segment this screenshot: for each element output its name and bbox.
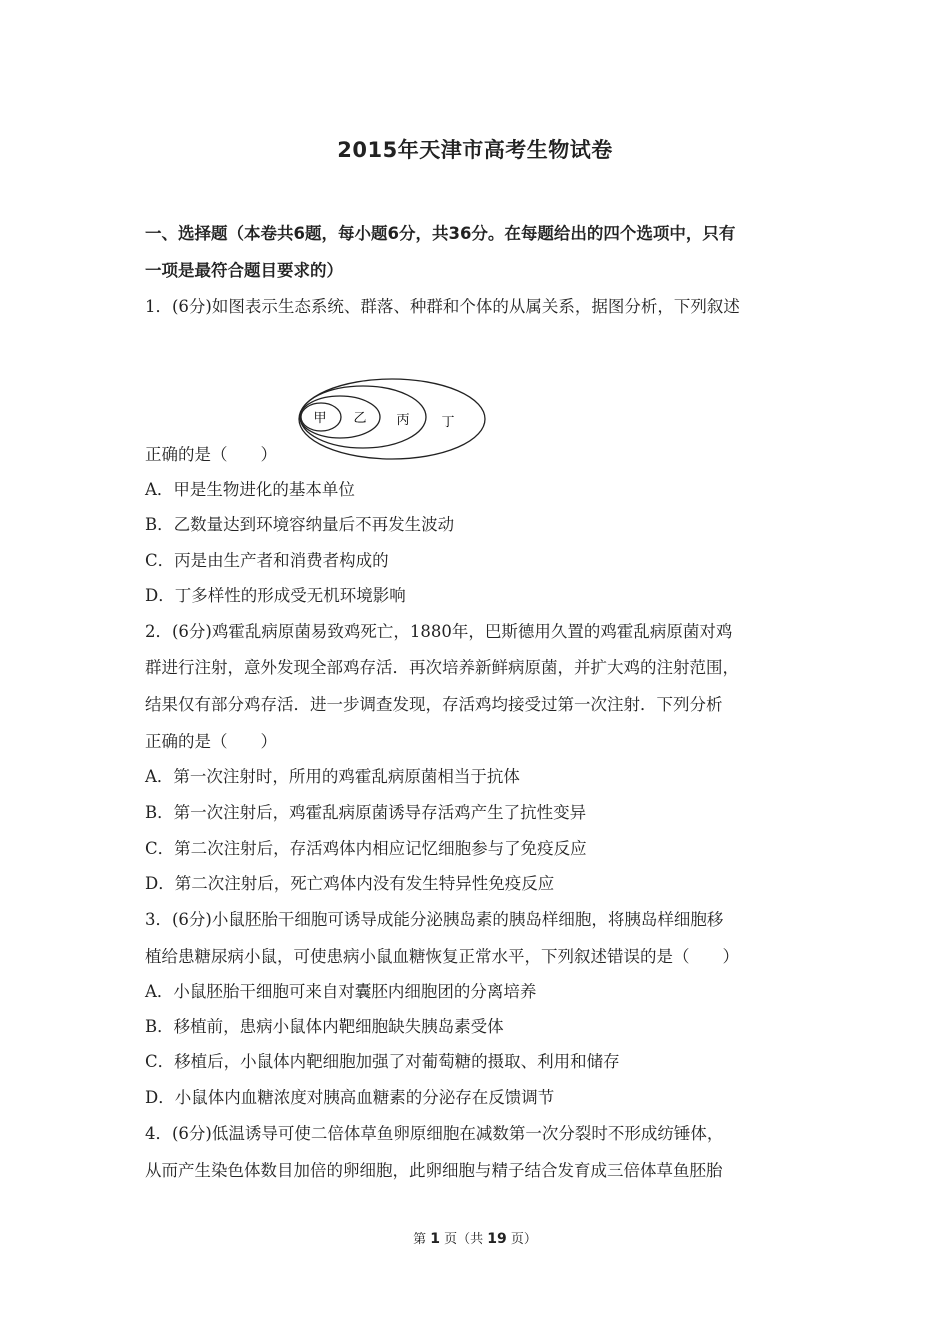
q2-option-c: C．第二次注射后，存活鸡体内相应记忆细胞参与了免疫反应	[145, 839, 587, 858]
footer-prefix: 第	[413, 1232, 431, 1247]
q3-option-d: D．小鼠体内血糖浓度对胰高血糖素的分泌存在反馈调节	[145, 1088, 555, 1107]
q1-stem-end: 正确的是（ ）	[145, 445, 277, 464]
label-b: 乙	[353, 411, 367, 426]
q2-line-4: 正确的是（ ）	[145, 732, 277, 751]
footer-suffix: 页）	[506, 1232, 537, 1247]
label-d: 丁	[441, 415, 455, 430]
footer-page-number: 1	[430, 1231, 440, 1247]
q2-option-b: B．第一次注射后，鸡霍乱病原菌诱导存活鸡产生了抗性变异	[145, 803, 587, 822]
q3-option-c: C．移植后，小鼠体内靶细胞加强了对葡萄糖的摄取、利用和储存	[145, 1052, 620, 1071]
q1-option-b: B．乙数量达到环境容纳量后不再发生波动	[145, 515, 455, 534]
page-footer	[0, 1228, 950, 1247]
label-c: 丙	[396, 413, 410, 428]
footer-total-pages: 19	[487, 1231, 507, 1247]
section-heading-line-2: 一项是最符合题目要求的）	[145, 261, 343, 280]
q1-stem: 1．(6分)如图表示生态系统、群落、种群和个体的从属关系，据图分析，下列叙述	[145, 297, 740, 316]
q2-line-1: 2．(6分)鸡霍乱病原菌易致鸡死亡，1880年，巴斯德用久置的鸡霍乱病原菌对鸡	[145, 622, 733, 641]
q3-line-1: 3．(6分)小鼠胚胎干细胞可诱导成能分泌胰岛素的胰岛样细胞，将胰岛样细胞移	[145, 910, 724, 929]
q4-line-1: 4．(6分)低温诱导可使二倍体草鱼卵原细胞在减数第一次分裂时不形成纺锤体，	[145, 1124, 724, 1143]
q1-option-a: A．甲是生物进化的基本单位	[145, 480, 355, 499]
section-heading-line-1: 一、选择题（本卷共6题，每小题6分，共36分。在每题给出的四个选项中，只有	[145, 224, 736, 243]
q3-option-a: A．小鼠胚胎干细胞可来自对囊胚内细胞团的分离培养	[145, 982, 537, 1001]
q2-option-a: A．第一次注射时，所用的鸡霍乱病原菌相当于抗体	[145, 767, 520, 786]
ellipse-b	[300, 396, 380, 438]
page-title: 2015年天津市高考生物试卷	[337, 138, 613, 162]
footer-middle: 页（共	[440, 1232, 488, 1247]
q3-option-b: B．移植前，患病小鼠体内靶细胞缺失胰岛素受体	[145, 1017, 504, 1036]
q1-option-d: D．丁多样性的形成受无机环境影响	[145, 586, 406, 605]
q2-option-d: D．第二次注射后，死亡鸡体内没有发生特异性免疫反应	[145, 874, 555, 893]
q2-line-3: 结果仅有部分鸡存活．进一步调查发现，存活鸡均接受过第一次注射．下列分析	[145, 695, 723, 714]
q4-line-2: 从而产生染色体数目加倍的卵细胞，此卵细胞与精子结合发育成三倍体草鱼胚胎	[145, 1161, 723, 1180]
q3-line-2: 植给患糖尿病小鼠，可使患病小鼠血糖恢复正常水平，下列叙述错误的是（ ）	[145, 947, 739, 966]
q1-option-c: C．丙是由生产者和消费者构成的	[145, 551, 389, 570]
label-a: 甲	[313, 411, 327, 426]
q2-line-2: 群进行注射，意外发现全部鸡存活．再次培养新鲜病原菌，并扩大鸡的注射范围，	[145, 658, 739, 677]
